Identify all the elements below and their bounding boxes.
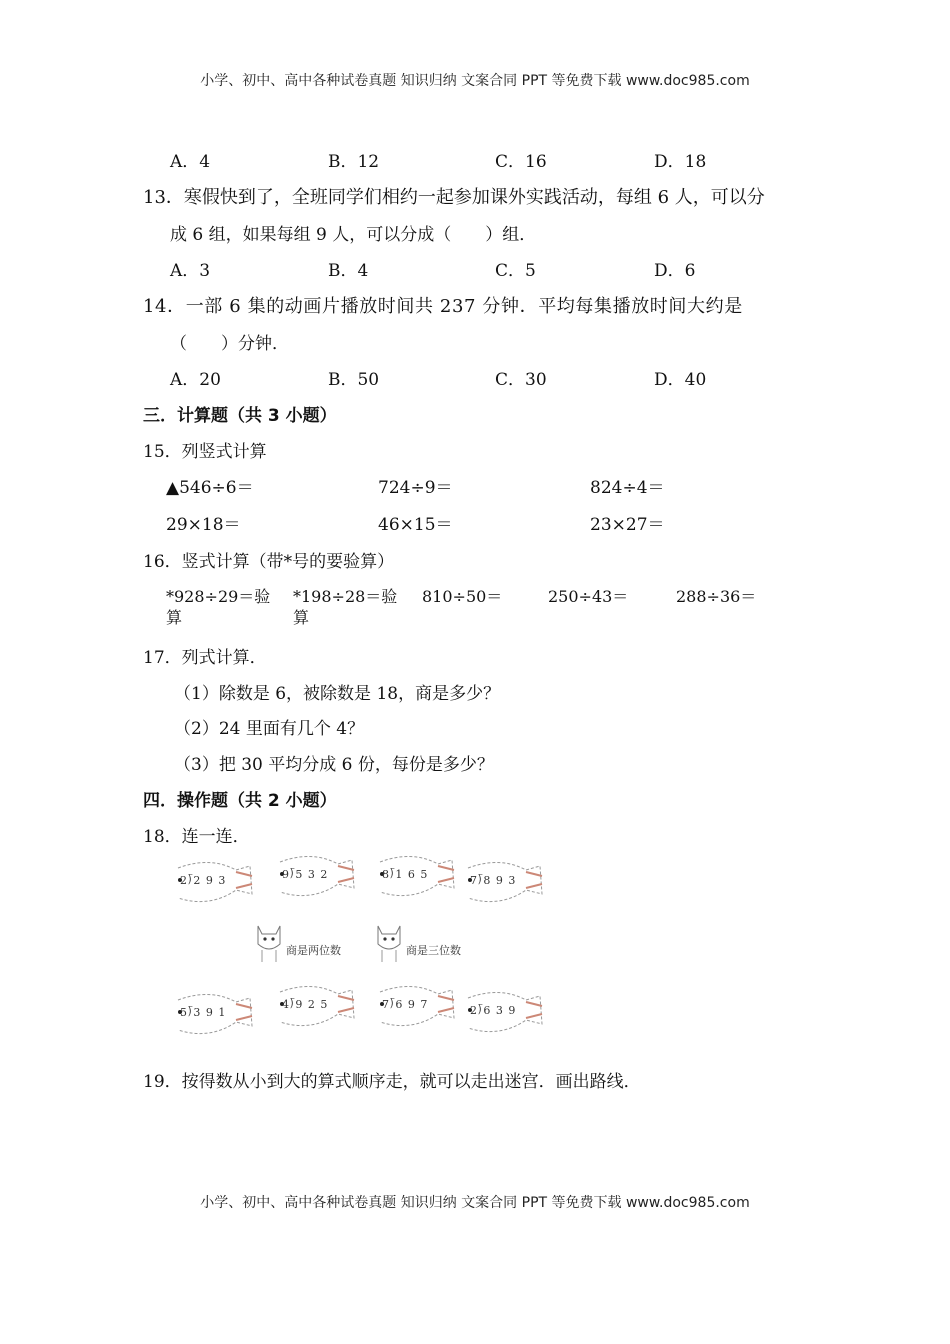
q17-item-1: （1）除数是 6，被除数是 18，商是多少？ — [174, 684, 501, 704]
q13-line1: 13．寒假快到了，全班同学们相约一起参加课外实践活动，每组 6 人，可以分 — [143, 187, 765, 208]
q18-title: 18．连一连． — [143, 827, 250, 847]
q17-title: 17．列式计算． — [143, 648, 267, 668]
q16-expr-5: 288÷36＝ — [676, 587, 757, 606]
fish-card — [372, 852, 458, 904]
q13-line2: 成 6 组，如果每组 9 人，可以分成（ ）组． — [170, 225, 537, 245]
q14-option-b: B．50 — [328, 370, 380, 390]
fish-expression: 2⟌2 9 3 — [180, 874, 227, 887]
cat-icon — [252, 920, 286, 966]
q14-line2: （ ）分钟． — [170, 334, 289, 354]
q13-option-c: C．5 — [495, 261, 536, 281]
fish-expression: 2⟌6 3 9 — [470, 1004, 517, 1017]
q16-wrap-2: 算 — [293, 608, 310, 627]
q12-option-b: B．12 — [328, 152, 380, 172]
q13-option-d: D．6 — [654, 261, 696, 281]
q17-item-3: （3）把 30 平均分成 6 份，每份是多少？ — [174, 755, 494, 775]
q15-expr-4: 29×18＝ — [166, 515, 241, 535]
page-footer: 小学、初中、高中各种试卷真题 知识归纳 文案合同 PPT 等免费下载 www.doc985.com — [200, 1195, 750, 1211]
fish-expression: 8⟌1 6 5 — [382, 868, 429, 881]
q16-wrap-1: 算 — [166, 608, 183, 627]
q15-expr-6: 23×27＝ — [590, 515, 665, 535]
cat-label-text: 商是两位数 — [286, 944, 341, 957]
q15-expr-5: 46×15＝ — [378, 515, 453, 535]
q12-option-c: C．16 — [495, 152, 547, 172]
q16-title: 16．竖式计算（带*号的要验算） — [143, 552, 395, 572]
q16-expr-1: *928÷29＝验 — [166, 587, 271, 606]
q13-option-a: A．3 — [170, 261, 211, 281]
q15-expr-3: 824÷4＝ — [590, 478, 665, 498]
fish-card — [170, 858, 256, 910]
section-3-heading: 三．计算题（共 3 小题） — [143, 406, 337, 426]
q15-title: 15．列竖式计算 — [143, 442, 267, 462]
section-4-heading: 四．操作题（共 2 小题） — [143, 791, 337, 811]
cat-label-text: 商是三位数 — [406, 944, 461, 957]
q14-option-c: C．30 — [495, 370, 547, 390]
q16-expr-4: 250÷43＝ — [548, 587, 629, 606]
fish-card — [460, 988, 546, 1040]
cat-label — [252, 920, 362, 970]
cat-label — [372, 920, 482, 970]
fish-expression: 7⟌6 9 7 — [382, 998, 429, 1011]
q15-expr-1: ▲546÷6＝ — [166, 478, 254, 498]
fish-expression: 7⟌8 9 3 — [470, 874, 517, 887]
q13-option-b: B．4 — [328, 261, 369, 281]
fish-card — [372, 982, 458, 1034]
fish-card — [170, 990, 256, 1042]
fish-expression: 9⟌5 3 2 — [282, 868, 329, 881]
page-header: 小学、初中、高中各种试卷真题 知识归纳 文案合同 PPT 等免费下载 www.doc985.com — [200, 73, 750, 89]
q12-option-d: D．18 — [654, 152, 707, 172]
q14-option-a: A．20 — [170, 370, 221, 390]
fish-card — [460, 858, 546, 910]
q14-option-d: D．40 — [654, 370, 707, 390]
q19-text: 19．按得数从小到大的算式顺序走，就可以走出迷宫．画出路线． — [143, 1072, 641, 1092]
fish-expression: 5⟌3 9 1 — [180, 1006, 227, 1019]
q16-expr-3: 810÷50＝ — [422, 587, 503, 606]
q16-expr-2: *198÷28＝验 — [293, 587, 398, 606]
q15-expr-2: 724÷9＝ — [378, 478, 453, 498]
fish-card — [272, 982, 358, 1034]
cat-icon — [372, 920, 406, 966]
q12-option-a: A．4 — [170, 152, 211, 172]
q14-line1: 14．一部 6 集的动画片播放时间共 237 分钟．平均每集播放时间大约是 — [143, 296, 743, 317]
fish-expression: 4⟌9 2 5 — [282, 998, 329, 1011]
q17-item-2: （2）24 里面有几个 4？ — [174, 719, 365, 739]
fish-card — [272, 852, 358, 904]
